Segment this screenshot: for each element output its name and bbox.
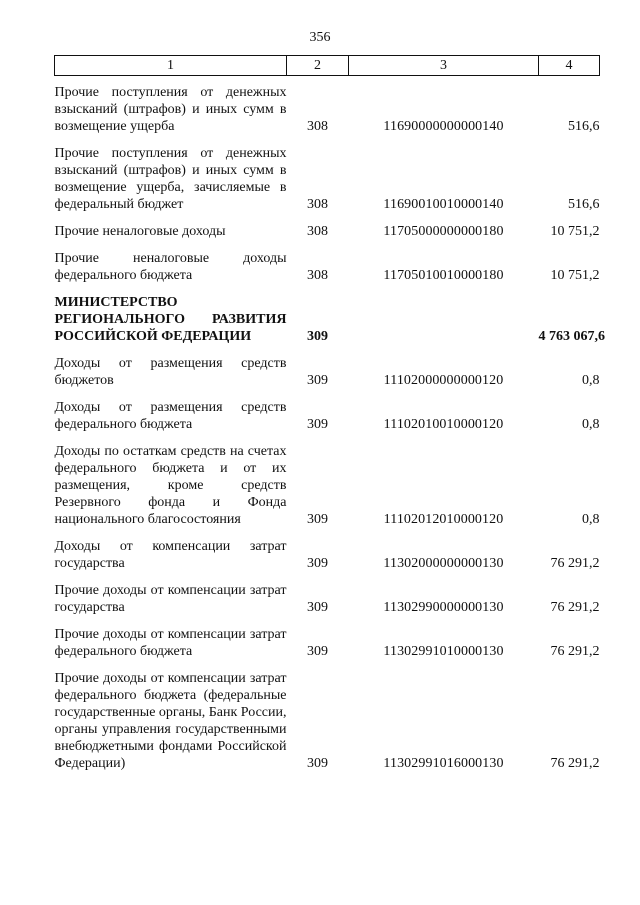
revenue-name-cell: Прочие доходы от компенсации затрат федерального бюджета (федеральные государственные органы, Банк России, органы управления государственными внебюджетными фондами Российской Федерации) (54, 671, 287, 771)
budget-classification-code-cell: 11690010010000140 (383, 197, 504, 212)
revenue-name-cell: Прочие неналоговые доходы федерального бюджета (54, 251, 287, 283)
admin-code-cell: 309 (307, 644, 328, 659)
revenue-name-cell: Доходы от размещения средств федерального бюджета (54, 400, 287, 432)
table-row (55, 135, 600, 213)
budget-classification-code-cell: 11102010010000120 (383, 417, 504, 432)
amount-cell: 76 291,2 (550, 644, 600, 659)
amount-cell: 76 291,2 (550, 600, 600, 615)
admin-code-cell: 309 (307, 556, 328, 571)
revenue-name-cell: Прочие неналоговые доходы (54, 224, 226, 239)
table-row (55, 433, 600, 528)
table-row (55, 528, 600, 572)
revenue-name-cell: Прочие доходы от компенсации затрат федерального бюджета (54, 627, 287, 659)
budget-classification-code-cell: 11302990000000130 (383, 600, 504, 615)
admin-code-cell: 309 (307, 756, 328, 771)
amount-cell: 0,8 (582, 417, 600, 432)
table-row (55, 572, 600, 616)
table-row (55, 389, 600, 433)
amount-cell: 76 291,2 (550, 756, 600, 771)
amount-cell: 516,6 (568, 119, 600, 134)
admin-code-cell: 308 (307, 224, 328, 239)
table-row (55, 76, 600, 136)
table-row (55, 240, 600, 284)
revenue-name-cell: Доходы от компенсации затрат государства (54, 539, 287, 571)
admin-code-cell: 309 (307, 512, 328, 527)
table-row-ministry (55, 284, 600, 345)
amount-cell: 0,8 (582, 512, 600, 527)
column-header-4: 4 (539, 56, 600, 76)
budget-classification-code-cell: 11102012010000120 (383, 512, 504, 527)
budget-classification-code-cell: 11102000000000120 (383, 373, 504, 388)
column-header-3: 3 (349, 56, 539, 76)
budget-revenue-table (54, 55, 605, 772)
admin-code-cell: 309 (307, 329, 328, 344)
column-header-1: 1 (55, 56, 287, 76)
table-row (55, 616, 600, 660)
amount-cell: 0,8 (582, 373, 600, 388)
amount-cell: 516,6 (568, 197, 600, 212)
table-row (55, 213, 600, 240)
budget-classification-code-cell: 11690000000000140 (383, 119, 504, 134)
amount-cell: 10 751,2 (550, 268, 600, 283)
budget-classification-code-cell (349, 284, 539, 345)
budget-classification-code-cell: 11302000000000130 (383, 556, 504, 571)
revenue-name-cell: Прочие поступления от денежных взысканий (штрафов) и иных сумм в возмещение ущерба (54, 85, 287, 134)
admin-code-cell: 308 (307, 197, 328, 212)
admin-code-cell: 309 (307, 373, 328, 388)
table-row (55, 660, 600, 772)
revenue-name-cell: Прочие доходы от компенсации затрат государства (54, 583, 287, 615)
admin-code-cell: 308 (307, 119, 328, 134)
revenue-name-cell: Доходы по остаткам средств на счетах федерального бюджета и от их размещения, кроме средств Резервного фонда и Фонда национального благосостояния (54, 444, 287, 527)
revenue-name-cell: Прочие поступления от денежных взысканий (штрафов) и иных сумм в возмещение ущерба, зачисляемые в федеральный бюджет (54, 146, 287, 212)
table-row (55, 345, 600, 389)
amount-cell: 4 763 067,6 (538, 329, 605, 344)
admin-code-cell: 309 (307, 600, 328, 615)
admin-code-cell: 308 (307, 268, 328, 283)
amount-cell: 10 751,2 (550, 224, 600, 239)
revenue-name-cell: Доходы от размещения средств бюджетов (54, 356, 287, 388)
revenue-name-cell: МИНИСТЕРСТВО РЕГИОНАЛЬНОГО РАЗВИТИЯ РОССИЙСКОЙ ФЕДЕРАЦИИ (54, 295, 287, 344)
header-row (55, 56, 600, 76)
budget-classification-code-cell: 11705010010000180 (383, 268, 504, 283)
budget-classification-code-cell: 11302991016000130 (383, 756, 504, 771)
admin-code-cell: 309 (307, 417, 328, 432)
column-header-2: 2 (287, 56, 349, 76)
amount-cell: 76 291,2 (550, 556, 600, 571)
budget-classification-code-cell: 11302991010000130 (383, 644, 504, 659)
budget-classification-code-cell: 11705000000000180 (383, 224, 504, 239)
page-number: 356 (309, 30, 331, 45)
